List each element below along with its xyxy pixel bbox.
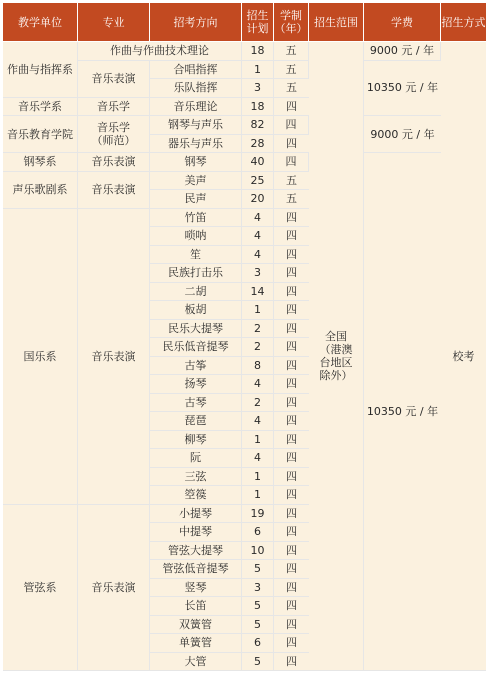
header-direction: 招考方向 — [150, 3, 242, 42]
duration-cell: 四 — [274, 264, 309, 283]
duration-cell: 四 — [274, 283, 309, 302]
method-cell: 校考 — [441, 42, 486, 671]
plan-cell: 4 — [242, 412, 274, 431]
direction-cell: 单簧管 — [150, 634, 242, 653]
duration-cell: 四 — [274, 523, 309, 542]
plan-cell: 2 — [242, 338, 274, 357]
table-row — [3, 42, 486, 61]
duration-cell: 五 — [274, 190, 309, 209]
table-row — [3, 153, 486, 172]
fee-cell: 9000 元 / 年 — [364, 42, 441, 61]
direction-cell: 钢琴与声乐 — [150, 116, 242, 135]
plan-cell: 5 — [242, 653, 274, 672]
duration-cell: 四 — [274, 227, 309, 246]
major-cell: 音乐表演 — [78, 505, 150, 672]
plan-cell: 25 — [242, 172, 274, 191]
duration-cell: 四 — [274, 320, 309, 339]
direction-cell: 民族打击乐 — [150, 264, 242, 283]
duration-cell: 四 — [274, 449, 309, 468]
unit-cell: 音乐教育学院 — [3, 116, 78, 153]
direction-cell: 合唱指挥 — [150, 61, 242, 80]
duration-cell: 四 — [274, 116, 309, 135]
plan-cell: 40 — [242, 153, 274, 172]
duration-cell: 五 — [274, 42, 309, 61]
direction-cell: 长笛 — [150, 597, 242, 616]
direction-cell: 器乐与声乐 — [150, 135, 242, 154]
enrollment-table — [3, 3, 486, 671]
direction-cell: 古琴 — [150, 394, 242, 413]
plan-cell: 4 — [242, 449, 274, 468]
duration-cell: 四 — [274, 153, 309, 172]
plan-cell: 3 — [242, 264, 274, 283]
direction-cell: 扬琴 — [150, 375, 242, 394]
direction-cell: 中提琴 — [150, 523, 242, 542]
plan-cell: 1 — [242, 61, 274, 80]
header-plan: 招生计划 — [242, 3, 274, 42]
plan-cell: 82 — [242, 116, 274, 135]
plan-cell: 8 — [242, 357, 274, 376]
unit-cell: 钢琴系 — [3, 153, 78, 172]
direction-cell: 民乐大提琴 — [150, 320, 242, 339]
direction-cell: 笙 — [150, 246, 242, 265]
plan-cell: 5 — [242, 616, 274, 635]
duration-cell: 四 — [274, 468, 309, 487]
duration-cell: 四 — [274, 338, 309, 357]
duration-cell: 四 — [274, 375, 309, 394]
plan-cell: 4 — [242, 227, 274, 246]
major-cell: 音乐表演 — [78, 172, 150, 209]
plan-cell: 19 — [242, 505, 274, 524]
plan-cell: 2 — [242, 394, 274, 413]
direction-cell: 竖琴 — [150, 579, 242, 598]
direction-cell: 小提琴 — [150, 505, 242, 524]
duration-cell: 四 — [274, 542, 309, 561]
duration-cell: 四 — [274, 394, 309, 413]
direction-cell: 阮 — [150, 449, 242, 468]
direction-cell: 二胡 — [150, 283, 242, 302]
enrollment-table-container — [3, 3, 486, 671]
direction-cell: 箜篌 — [150, 486, 242, 505]
duration-cell: 四 — [274, 135, 309, 154]
duration-cell: 四 — [274, 616, 309, 635]
major-cell: 音乐学（师范） — [78, 116, 150, 153]
header-major: 专业 — [78, 3, 150, 42]
plan-cell: 14 — [242, 283, 274, 302]
duration-cell: 四 — [274, 301, 309, 320]
direction-cell: 三弦 — [150, 468, 242, 487]
duration-cell: 四 — [274, 505, 309, 524]
header-method: 招生方式 — [441, 3, 486, 42]
plan-cell: 20 — [242, 190, 274, 209]
fee-cell: 9000 元 / 年 — [364, 116, 441, 153]
duration-cell: 四 — [274, 579, 309, 598]
duration-cell: 四 — [274, 634, 309, 653]
major-cell: 音乐表演 — [78, 61, 150, 98]
plan-cell: 6 — [242, 634, 274, 653]
unit-cell: 声乐歌剧系 — [3, 172, 78, 209]
plan-cell: 1 — [242, 486, 274, 505]
direction-cell: 琵琶 — [150, 412, 242, 431]
major-cell: 音乐学 — [78, 98, 150, 117]
plan-cell: 2 — [242, 320, 274, 339]
direction-cell: 唢呐 — [150, 227, 242, 246]
direction-cell: 音乐理论 — [150, 98, 242, 117]
plan-cell: 4 — [242, 246, 274, 265]
duration-cell: 五 — [274, 172, 309, 191]
plan-cell: 1 — [242, 468, 274, 487]
direction-cell: 板胡 — [150, 301, 242, 320]
duration-cell: 四 — [274, 653, 309, 672]
fee-cell: 10350 元 / 年 — [364, 61, 441, 117]
plan-cell: 18 — [242, 98, 274, 117]
plan-cell: 4 — [242, 209, 274, 228]
plan-cell: 4 — [242, 375, 274, 394]
unit-cell: 音乐学系 — [3, 98, 78, 117]
plan-cell: 1 — [242, 431, 274, 450]
plan-cell: 3 — [242, 579, 274, 598]
duration-cell: 五 — [274, 79, 309, 98]
unit-cell: 作曲与指挥系 — [3, 42, 78, 98]
major-cell: 音乐表演 — [78, 153, 150, 172]
plan-cell: 5 — [242, 597, 274, 616]
unit-cell: 管弦系 — [3, 505, 78, 672]
header-fee: 学费 — [364, 3, 441, 42]
duration-cell: 五 — [274, 61, 309, 80]
direction-cell: 古筝 — [150, 357, 242, 376]
major-cell: 音乐表演 — [78, 209, 150, 505]
direction-cell: 竹笛 — [150, 209, 242, 228]
plan-cell: 5 — [242, 560, 274, 579]
direction-cell: 管弦低音提琴 — [150, 560, 242, 579]
plan-cell: 10 — [242, 542, 274, 561]
direction-cell: 作曲与作曲技术理论 — [78, 42, 242, 61]
direction-cell: 民乐低音提琴 — [150, 338, 242, 357]
fee-cell: 10350 元 / 年 — [364, 153, 441, 671]
header-row — [3, 3, 486, 42]
duration-cell: 四 — [274, 357, 309, 376]
duration-cell: 四 — [274, 98, 309, 117]
plan-cell: 28 — [242, 135, 274, 154]
duration-cell: 四 — [274, 597, 309, 616]
duration-cell: 四 — [274, 209, 309, 228]
duration-cell: 四 — [274, 560, 309, 579]
duration-cell: 四 — [274, 486, 309, 505]
direction-cell: 民声 — [150, 190, 242, 209]
direction-cell: 美声 — [150, 172, 242, 191]
direction-cell: 柳琴 — [150, 431, 242, 450]
direction-cell: 乐队指挥 — [150, 79, 242, 98]
direction-cell: 双簧管 — [150, 616, 242, 635]
header-unit: 教学单位 — [3, 3, 78, 42]
plan-cell: 1 — [242, 301, 274, 320]
plan-cell: 6 — [242, 523, 274, 542]
duration-cell: 四 — [274, 412, 309, 431]
plan-cell: 18 — [242, 42, 274, 61]
duration-cell: 四 — [274, 246, 309, 265]
duration-cell: 四 — [274, 431, 309, 450]
plan-cell: 3 — [242, 79, 274, 98]
direction-cell: 大管 — [150, 653, 242, 672]
scope-cell: 全国（港澳台地区除外） — [309, 42, 364, 671]
direction-cell: 钢琴 — [150, 153, 242, 172]
unit-cell: 国乐系 — [3, 209, 78, 505]
header-scope: 招生范围 — [309, 3, 364, 42]
table-row — [3, 116, 486, 135]
direction-cell: 管弦大提琴 — [150, 542, 242, 561]
header-duration: 学制（年） — [274, 3, 309, 42]
